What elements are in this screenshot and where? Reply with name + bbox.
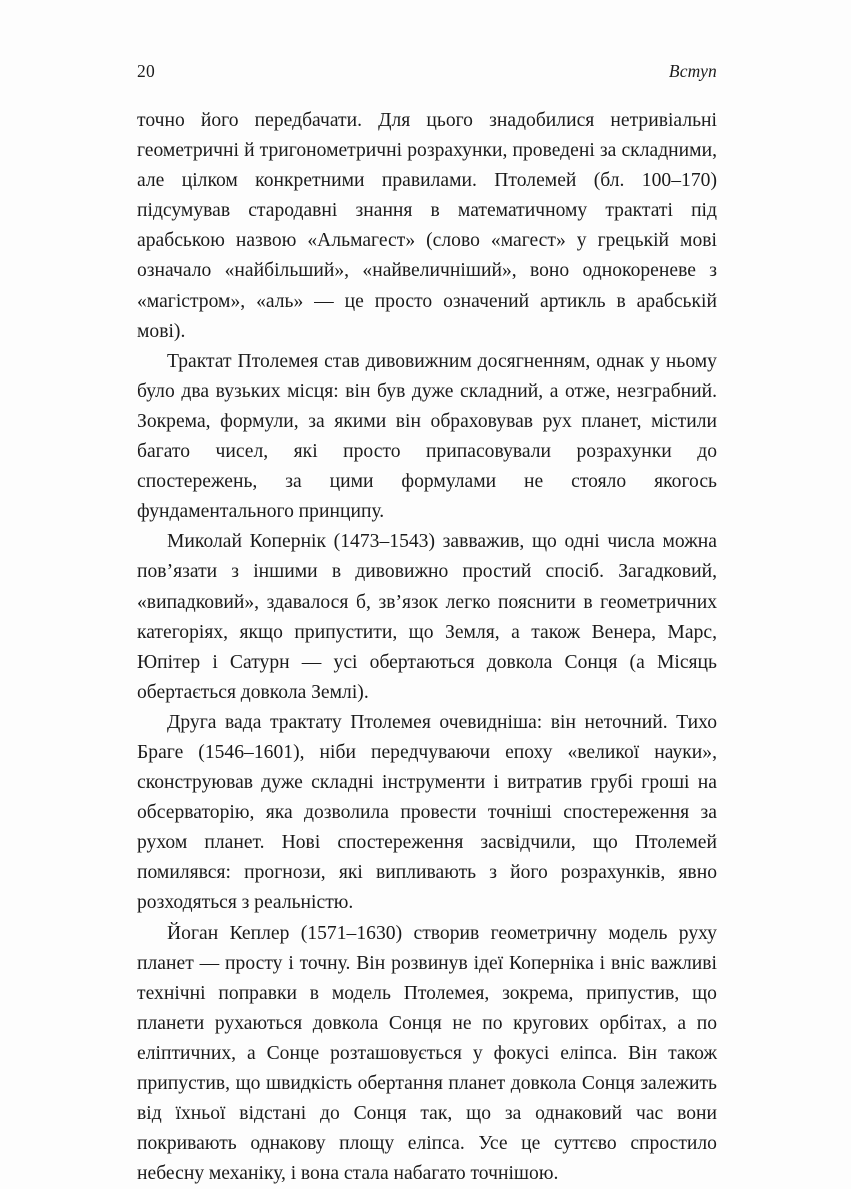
paragraph-5: Йоган Кеплер (1571–1630) створив геометричну модель руху планет — просту і точну. Він розвинув ідеї Коперніка і вніс важливі технічні поправки в модель Птолемея, зокрема, припустив, що планети рухаються довкола Сонця не по кругових орбітах, а по еліптичних, а Сонце розташовується у фокусі еліпса. Він також припустив, що швидкість обертання планет довкола Сонця залежить від їхньої відстані до Сонця так, що за однаковий час вони покривають однакову площу еліпса. Усе це суттєво спростило небесну механіку, і вона стала набагато точнішою. xyxy=(137,922,717,1185)
paragraph-2: Трактат Птолемея став дивовижним досягненням, однак у ньому було два вузьких місця: він був дуже складний, а отже, незграбний. Зокрема, формули, за якими він обраховував рух планет, містили багато чисел, які просто припасовували розрахунки до спостережень, за цими формулами не стояло якогось фундаментального принципу. xyxy=(137,350,717,523)
section-title: Вступ xyxy=(668,61,717,81)
running-head xyxy=(137,58,717,84)
body-text-block xyxy=(137,106,717,1189)
page-number: 20 xyxy=(137,61,156,81)
paragraph-4: Друга вада трактату Птолемея очевидніша: він неточний. Тихо Браге (1546–1601), ніби передчуваючи епоху «великої науки», сконструював дуже складні інструменти і витратив грубі гроші на обсерваторію, яка дозволила провести точніші спостереження за рухом планет. Нові спостереження засвідчили, що Птолемей помилявся: прогнози, які випливають з його розрахунків, явно розходяться з реальністю. xyxy=(137,711,717,914)
paragraph-1: точно його передбачати. Для цього знадобилися нетривіальні геометричні й тригонометричні розрахунки, проведені за складними, але цілком конкретними правилами. Птолемей (бл. 100–170) підсумував стародавні знання в математичному трактаті під арабською назвою «Альмагест» (слово «магест» у грецькій мові означало «найбільший», «найвеличніший», воно однокореневе з «магістром», «аль» — це просто означений артикль в арабській мові). xyxy=(137,110,717,342)
paragraph-3: Миколай Копернік (1473–1543) завважив, що одні числа можна пов’язати з іншими в дивовижно простий спосіб. Загадковий, «випадковий», здавалося б, зв’язок легко пояснити в геометричних категоріях, якщо припустити, що Земля, а також Венера, Марс, Юпітер і Сатурн — усі обертаються довкола Сонця (а Місяць обертається довкола Землі). xyxy=(137,531,717,703)
